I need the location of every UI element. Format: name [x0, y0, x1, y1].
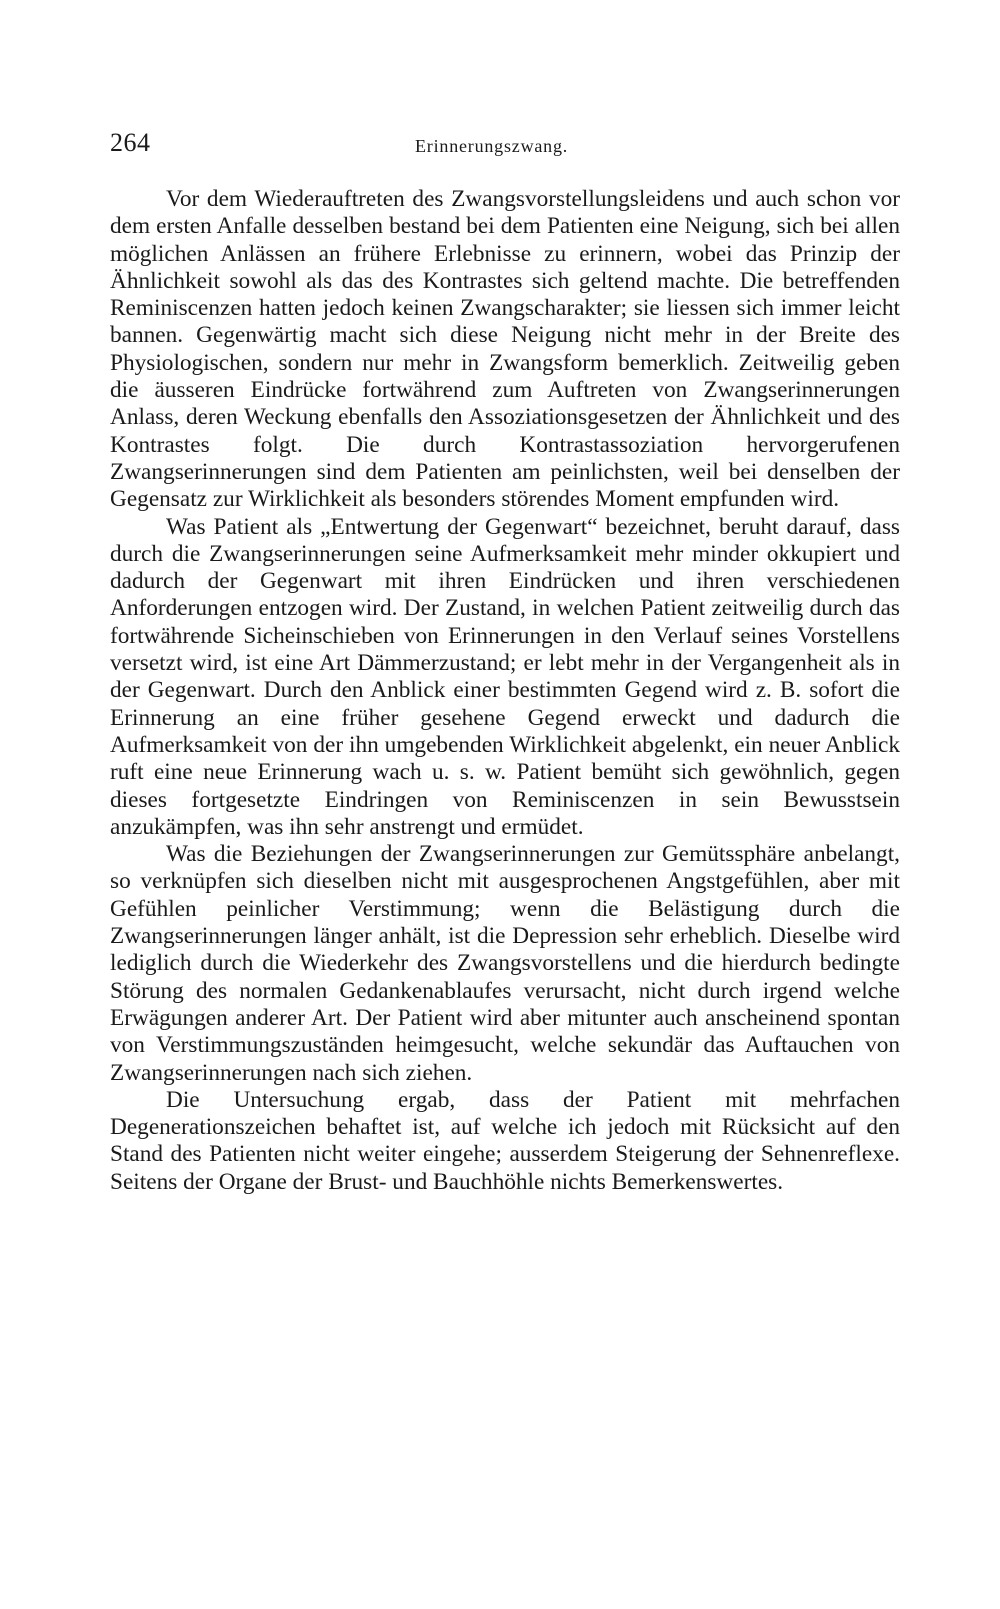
running-head: Erinnerungszwang.	[415, 136, 569, 156]
paragraph-1: Vor dem Wiederauftreten des Zwangsvorstellungsleidens und auch schon vor dem ersten Anfalle desselben bestand bei dem Patienten eine Neigung, sich bei allen möglichen Anlässen an frühere Erlebnisse zu erinnern, wobei das Prinzip der Ähnlichkeit sowohl als das des Kontrastes sich geltend machte. Die betreffenden Reminiscenzen hatten jedoch keinen Zwangscharakter; sie liessen sich immer leicht bannen. Gegenwärtig macht sich diese Neigung nicht mehr in der Breite des Physiologischen, sondern nur mehr in Zwangsform bemerklich. Zeitweilig geben die äusseren Eindrücke fortwährend zum Auftreten von Zwangserinnerungen Anlass, deren Weckung ebenfalls den Assoziationsgesetzen der Ähnlichkeit und des Kontrastes folgt. Die durch Kontrastassoziation hervorgerufenen Zwangserinnerungen sind dem Patienten am peinlichsten, weil bei denselben der Gegensatz zur Wirklichkeit als besonders störendes Moment empfunden wird.	[110, 186, 900, 513]
page-number: 264	[110, 128, 151, 157]
paragraph-4: Die Untersuchung ergab, dass der Patient mit mehrfachen Degenerationszeichen behaftet ist, auf welche ich jedoch mit Rücksicht auf den Stand des Patienten nicht weiter eingehe; ausserdem Steigerung der Sehnenreflexe. Seitens der Organe der Brust- und Bauchhöhle nichts Bemerkenswertes.	[110, 1086, 900, 1195]
paragraph-2: Was Patient als „Entwertung der Gegenwart“ bezeichnet, beruht darauf, dass durch die Zwangserinnerungen seine Aufmerksamkeit mehr minder okkupiert und dadurch der Gegenwart mit ihren Eindrücken und ihren verschiedenen Anforderungen entzogen wird. Der Zustand, in welchen Patient zeitweilig durch das fortwährende Sicheinschieben von Erinnerungen in den Verlauf seines Vorstellens versetzt wird, ist eine Art Dämmerzustand; er lebt mehr in der Vergangenheit als in der Gegenwart. Durch den Anblick einer bestimmten Gegend wird z. B. sofort die Erinnerung an eine früher gesehene Gegend erweckt und dadurch die Aufmerksamkeit von der ihn umgebenden Wirklichkeit abgelenkt, ein neuer Anblick ruft eine neue Erinnerung wach u. s. w. Patient bemüht sich gewöhnlich, gegen dieses fortgesetzte Eindringen von Reminiscenzen in sein Bewusstsein anzukämpfen, was ihn sehr anstrengt und ermüdet.	[110, 513, 900, 840]
page-header	[110, 128, 900, 168]
body-text	[110, 186, 900, 1196]
paragraph-3: Was die Beziehungen der Zwangserinnerungen zur Gemütssphäre anbelangt, so verknüpfen sich dieselben nicht mit ausgesprochenen Angstgefühlen, aber mit Gefühlen peinlicher Verstimmung; wenn die Belästigung durch die Zwangserinnerungen länger anhält, ist die Depression sehr erheblich. Dieselbe wird lediglich durch die Wiederkehr des Zwangsvorstellens und die hierdurch bedingte Störung des normalen Gedankenablaufes verursacht, nicht durch irgend welche Erwägungen anderer Art. Der Patient wird aber mitunter auch anscheinend spontan von Verstimmungszuständen heimgesucht, welche sekundär das Auftauchen von Zwangserinnerungen nach sich ziehen.	[110, 841, 900, 1086]
